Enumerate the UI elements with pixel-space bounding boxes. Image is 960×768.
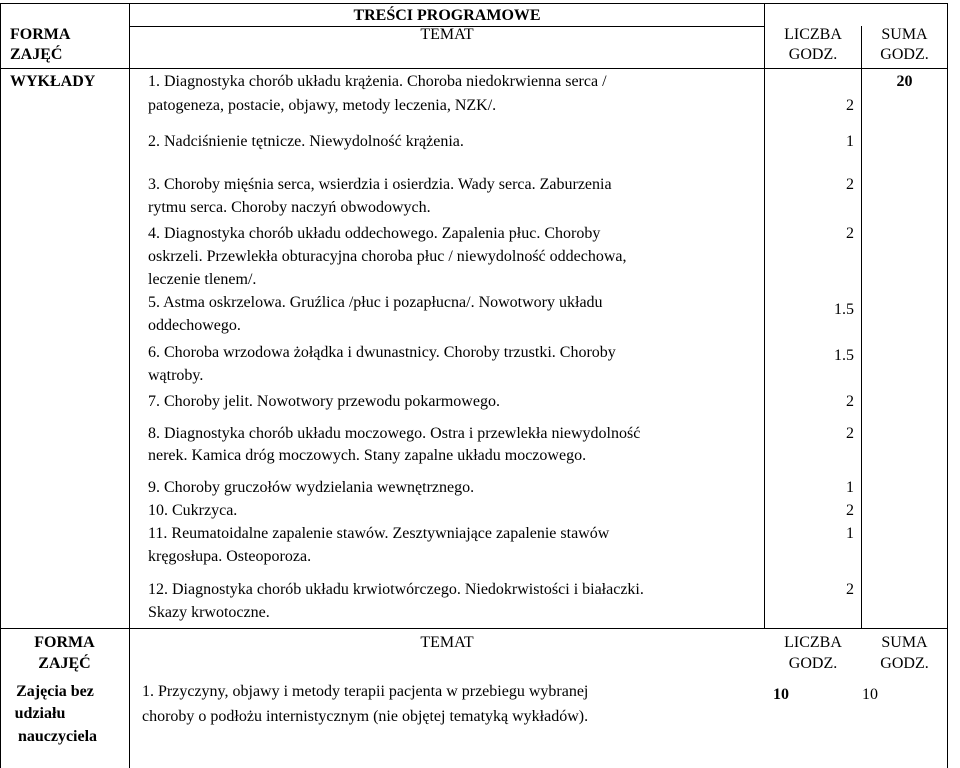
hours-header-2-line-1: LICZBA (784, 634, 842, 651)
lecture-9-line-1: 9. Choroby gruczołów wydzielania wewnętrznego. (148, 479, 475, 496)
lecture-8-line-1: 8. Diagnostyka chorób układu moczowego. Ostra i przewlekła niewydolność (148, 425, 641, 442)
lecture-4-hours: 2 (846, 225, 854, 242)
form-label-2-line-2: ZAJĘĆ (38, 655, 91, 672)
lecture-4-line-3: leczenie tlenem/. (148, 271, 257, 288)
lecture-4-line-1: 4. Diagnostyka chorób układu oddechowego. Zapalenia płuc. Choroby (148, 225, 601, 242)
lecture-3-line-1: 3. Choroby mięśnia serca, wsierdzia i osierdzia. Wady serca. Zaburzenia (148, 176, 612, 193)
form-label-2-line-1: FORMA (34, 634, 95, 651)
lecture-11-line-2: kręgosłupa. Osteoporoza. (148, 548, 312, 565)
lecture-4-line-2: oskrzeli. Przewlekła obturacyjna choroba płuc / niewydolność oddechowa, (148, 248, 627, 265)
section-divider (0, 628, 948, 629)
lecture-11-line-1: 11. Reumatoidalne zapalenie stawów. Zesztywniające zapalenie stawów (148, 525, 610, 542)
sum-header-1: SUMA (881, 26, 928, 43)
self-study-line-1: 1. Przyczyny, objawy i metody terapii pacjenta w przebiegu wybranej (142, 683, 589, 700)
header-bottom-line (0, 68, 948, 69)
lecture-10-hours: 2 (846, 502, 854, 519)
sum-header-2: GODZ. (880, 46, 929, 63)
lecture-2-hours: 1 (846, 133, 854, 150)
column-divider-hours (861, 26, 862, 629)
self-study-form-line-3: nauczyciela (17, 728, 98, 745)
section-title: TREŚCI PROGRAMOWE (353, 7, 541, 24)
lecture-1-line-1: 1. Diagnostyka chorób układu krążenia. Choroba niedokrwienna serca / (148, 73, 607, 90)
hours-header-2: GODZ. (788, 46, 838, 63)
form-label-2: ZAJĘĆ (10, 46, 63, 63)
self-study-hours: 10 (773, 686, 789, 703)
lecture-7-line-1: 7. Choroby jelit. Nowotwory przewodu pokarmowego. (148, 393, 500, 410)
lecture-3-hours: 2 (846, 176, 854, 193)
self-study-sum: 10 (862, 686, 878, 703)
self-study-form-line-1: Zajęcia bez (16, 683, 94, 700)
lecture-8-line-2: nerek. Kamica dróg moczowych. Stany zapalne układu moczowego. (148, 447, 587, 464)
lecture-12-hours: 2 (846, 581, 854, 598)
lecture-11-hours: 1 (846, 525, 854, 542)
lecture-6-hours: 1.5 (834, 347, 854, 364)
lecture-1-line-2: patogeneza, postacie, objawy, metody leczenia, NZK/. (148, 97, 497, 114)
lectures-sum: 20 (896, 73, 913, 90)
lecture-3-line-2: rytmu serca. Choroby naczyń obwodowych. (148, 199, 431, 216)
lecture-2-line-1: 2. Nadciśnienie tętnicze. Niewydolność krążenia. (148, 133, 464, 150)
self-study-form-line-2: udziału (14, 705, 66, 722)
lecture-5-hours: 1.5 (834, 301, 854, 318)
lecture-5-line-2: oddechowego. (148, 317, 241, 334)
lecture-9-hours: 1 (846, 479, 854, 496)
lecture-6-line-1: 6. Choroba wrzodowa żołądka i dwunastnicy. Choroby trzustki. Choroby (148, 344, 616, 361)
lecture-6-line-2: wątroby. (148, 367, 204, 384)
lecture-12-line-2: Skazy krwotoczne. (148, 604, 270, 621)
topic-header-2: TEMAT (420, 634, 474, 651)
self-study-line-2: choroby o podłożu internistycznym (nie objętej tematyką wykładów). (142, 708, 589, 725)
lecture-12-line-1: 12. Diagnostyka chorób układu krwiotwórczego. Niedokrwistości i białaczki. (148, 581, 644, 598)
sum-header-2-line-1: SUMA (881, 634, 928, 651)
lecture-1-hours: 2 (846, 97, 854, 114)
lecture-5-line-1: 5. Astma oskrzelowa. Gruźlica /płuc i pozapłucna/. Nowotwory układu (148, 294, 603, 311)
topic-header: TEMAT (420, 26, 474, 43)
sum-header-2-line-2: GODZ. (880, 655, 929, 672)
hours-header-2-line-2: GODZ. (788, 655, 838, 672)
hours-header-1: LICZBA (784, 26, 842, 43)
lecture-8-hours: 2 (846, 425, 854, 442)
lectures-form-label: WYKŁADY (10, 73, 96, 90)
lecture-10-line-1: 10. Cukrzyca. (148, 502, 238, 519)
form-label-1: FORMA (10, 26, 71, 43)
lecture-7-hours: 2 (846, 393, 854, 410)
